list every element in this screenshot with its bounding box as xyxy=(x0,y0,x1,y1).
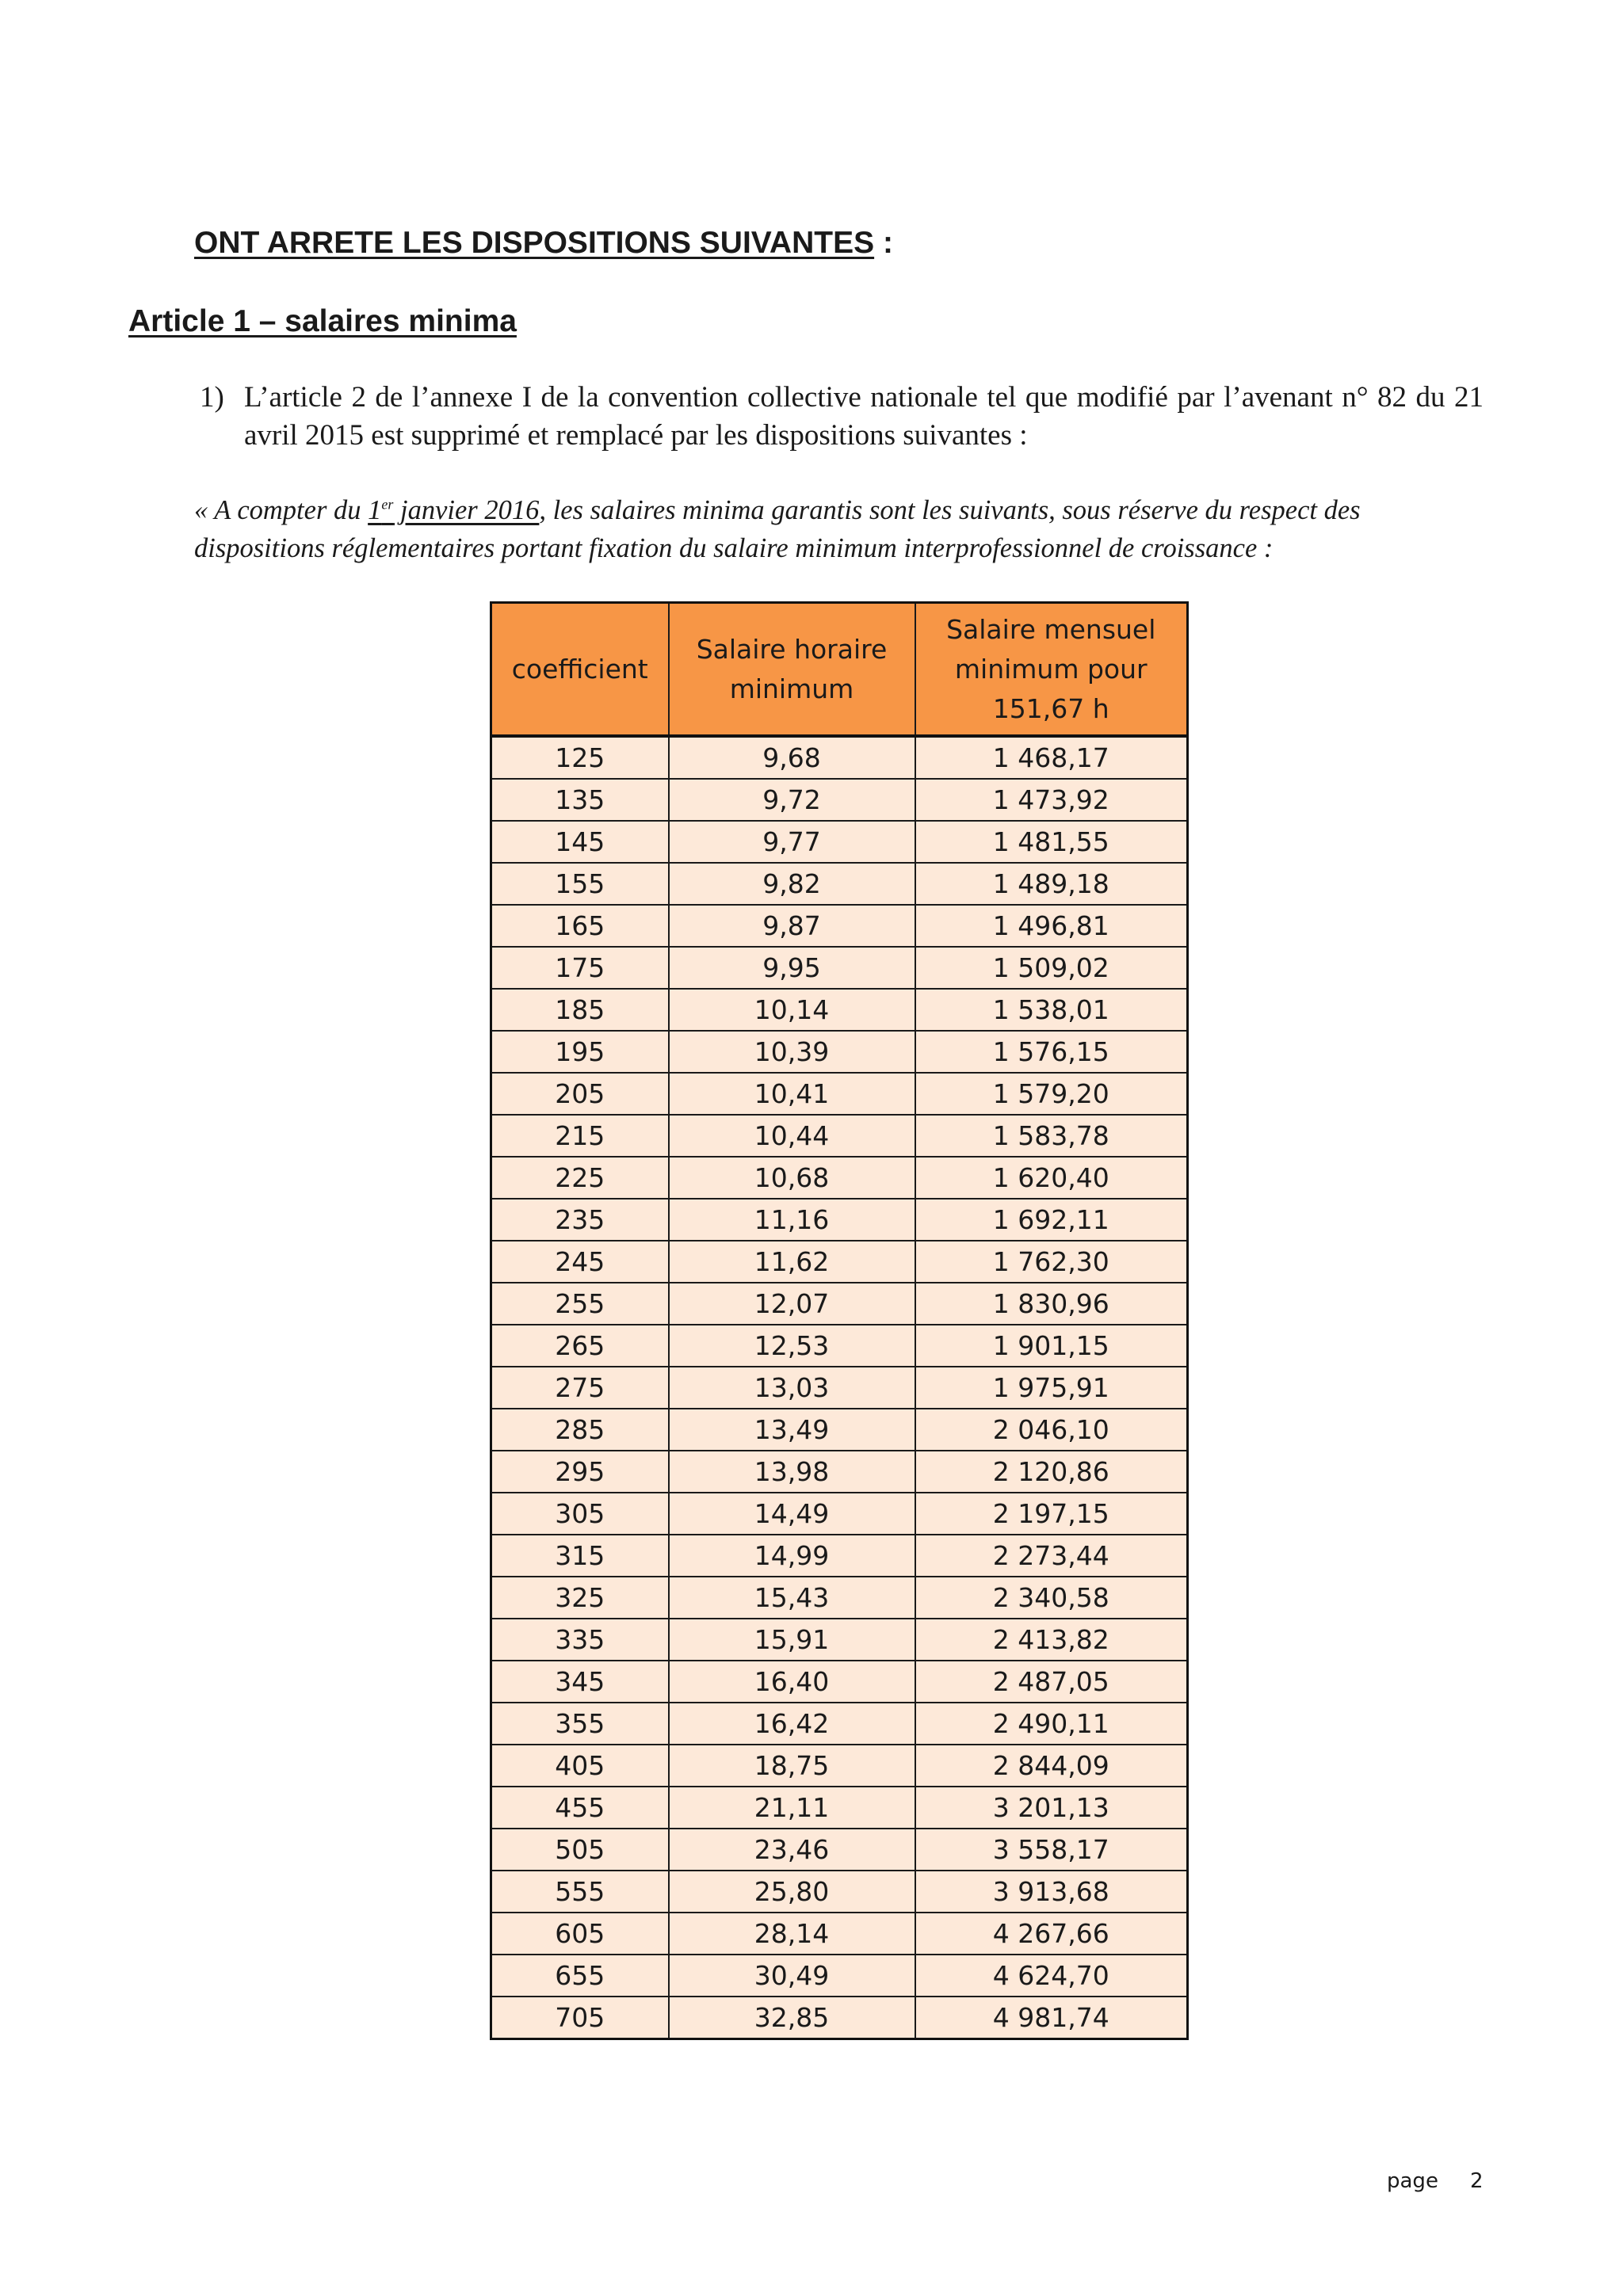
cell-coefficient: 175 xyxy=(491,947,669,989)
cell-coefficient: 345 xyxy=(491,1661,669,1703)
table-row xyxy=(491,1661,1188,1703)
table-row xyxy=(491,1283,1188,1325)
cell-monthly: 3 558,17 xyxy=(915,1829,1188,1871)
cell-coefficient: 125 xyxy=(491,736,669,779)
cell-coefficient: 355 xyxy=(491,1703,669,1745)
table-row xyxy=(491,1913,1188,1955)
cell-coefficient: 335 xyxy=(491,1619,669,1661)
cell-monthly: 3 201,13 xyxy=(915,1787,1188,1829)
dispositions-heading-text: ONT ARRETE LES DISPOSITIONS SUIVANTES xyxy=(194,226,875,260)
cell-hourly: 13,98 xyxy=(669,1451,915,1493)
cell-monthly: 1 509,02 xyxy=(915,947,1188,989)
page-number xyxy=(1387,2169,1483,2193)
cell-monthly: 1 468,17 xyxy=(915,736,1188,779)
cell-hourly: 13,03 xyxy=(669,1367,915,1409)
quote-date xyxy=(368,495,539,525)
cell-monthly: 2 046,10 xyxy=(915,1409,1188,1451)
page-number-value: 2 xyxy=(1469,2169,1484,2193)
table-row xyxy=(491,863,1188,905)
dispositions-heading-colon: : xyxy=(874,226,893,260)
cell-hourly: 18,75 xyxy=(669,1745,915,1787)
cell-coefficient: 255 xyxy=(491,1283,669,1325)
cell-hourly: 12,53 xyxy=(669,1325,915,1367)
table-row xyxy=(491,1787,1188,1829)
table-body xyxy=(491,736,1188,2039)
cell-monthly: 2 197,15 xyxy=(915,1493,1188,1535)
table-row xyxy=(491,1829,1188,1871)
table-row xyxy=(491,1997,1188,2039)
cell-coefficient: 265 xyxy=(491,1325,669,1367)
cell-monthly: 4 981,74 xyxy=(915,1997,1188,2039)
cell-hourly: 10,41 xyxy=(669,1073,915,1115)
table-row xyxy=(491,905,1188,947)
paragraph-number: 1) xyxy=(200,381,224,414)
cell-hourly: 9,82 xyxy=(669,863,915,905)
cell-coefficient: 135 xyxy=(491,779,669,821)
table-row xyxy=(491,821,1188,863)
table-row xyxy=(491,1073,1188,1115)
header-monthly-salary: Salaire mensuel minimum pour 151,67 h xyxy=(915,603,1188,737)
salary-table xyxy=(490,601,1189,2040)
cell-coefficient: 325 xyxy=(491,1577,669,1619)
cell-hourly: 9,87 xyxy=(669,905,915,947)
cell-hourly: 10,39 xyxy=(669,1031,915,1073)
cell-monthly: 1 901,15 xyxy=(915,1325,1188,1367)
cell-coefficient: 195 xyxy=(491,1031,669,1073)
cell-coefficient: 165 xyxy=(491,905,669,947)
cell-hourly: 9,72 xyxy=(669,779,915,821)
cell-monthly: 1 975,91 xyxy=(915,1367,1188,1409)
table-row xyxy=(491,736,1188,779)
cell-monthly: 2 413,82 xyxy=(915,1619,1188,1661)
cell-monthly: 4 267,66 xyxy=(915,1913,1188,1955)
table-row xyxy=(491,1493,1188,1535)
cell-coefficient: 205 xyxy=(491,1073,669,1115)
quote-prefix: « A compter du xyxy=(194,495,369,525)
quote-date-sup: er xyxy=(381,496,394,513)
cell-hourly: 13,49 xyxy=(669,1409,915,1451)
page-label: page xyxy=(1387,2169,1438,2193)
cell-coefficient: 225 xyxy=(491,1157,669,1199)
table-row xyxy=(491,1115,1188,1157)
cell-monthly: 2 487,05 xyxy=(915,1661,1188,1703)
cell-monthly: 4 624,70 xyxy=(915,1955,1188,1997)
cell-hourly: 10,14 xyxy=(669,989,915,1031)
cell-coefficient: 305 xyxy=(491,1493,669,1535)
cell-monthly: 3 913,68 xyxy=(915,1871,1188,1913)
cell-hourly: 21,11 xyxy=(669,1787,915,1829)
table-row xyxy=(491,1409,1188,1451)
cell-monthly: 1 692,11 xyxy=(915,1199,1188,1241)
paragraph-1 xyxy=(200,379,1484,455)
cell-hourly: 11,16 xyxy=(669,1199,915,1241)
cell-coefficient: 705 xyxy=(491,1997,669,2039)
table-row xyxy=(491,1241,1188,1283)
table-row xyxy=(491,1703,1188,1745)
article-title: Article 1 – salaires minima xyxy=(128,304,517,338)
table-row xyxy=(491,1577,1188,1619)
cell-coefficient: 235 xyxy=(491,1199,669,1241)
cell-hourly: 14,49 xyxy=(669,1493,915,1535)
table-row xyxy=(491,1157,1188,1199)
cell-hourly: 15,91 xyxy=(669,1619,915,1661)
cell-monthly: 1 583,78 xyxy=(915,1115,1188,1157)
cell-coefficient: 555 xyxy=(491,1871,669,1913)
table-row xyxy=(491,989,1188,1031)
table-row xyxy=(491,1367,1188,1409)
cell-hourly: 23,46 xyxy=(669,1829,915,1871)
cell-monthly: 2 273,44 xyxy=(915,1535,1188,1577)
cell-coefficient: 275 xyxy=(491,1367,669,1409)
cell-hourly: 9,68 xyxy=(669,736,915,779)
cell-hourly: 12,07 xyxy=(669,1283,915,1325)
cell-monthly: 1 762,30 xyxy=(915,1241,1188,1283)
header-hourly-salary: Salaire horaire minimum xyxy=(669,603,915,737)
cell-coefficient: 505 xyxy=(491,1829,669,1871)
cell-monthly: 1 496,81 xyxy=(915,905,1188,947)
quote-date-rest: janvier 2016 xyxy=(393,495,540,525)
table-row xyxy=(491,1619,1188,1661)
cell-monthly: 1 473,92 xyxy=(915,779,1188,821)
table-header-row xyxy=(491,603,1188,737)
cell-hourly: 16,40 xyxy=(669,1661,915,1703)
quote-paragraph xyxy=(194,491,1494,567)
cell-coefficient: 655 xyxy=(491,1955,669,1997)
cell-monthly: 1 489,18 xyxy=(915,863,1188,905)
cell-monthly: 2 490,11 xyxy=(915,1703,1188,1745)
cell-hourly: 16,42 xyxy=(669,1703,915,1745)
cell-coefficient: 405 xyxy=(491,1745,669,1787)
cell-coefficient: 155 xyxy=(491,863,669,905)
table-row xyxy=(491,1031,1188,1073)
cell-coefficient: 455 xyxy=(491,1787,669,1829)
table-row xyxy=(491,1325,1188,1367)
cell-monthly: 2 340,58 xyxy=(915,1577,1188,1619)
cell-hourly: 10,44 xyxy=(669,1115,915,1157)
cell-coefficient: 285 xyxy=(491,1409,669,1451)
cell-hourly: 32,85 xyxy=(669,1997,915,2039)
table-row xyxy=(491,1451,1188,1493)
cell-hourly: 9,95 xyxy=(669,947,915,989)
cell-coefficient: 295 xyxy=(491,1451,669,1493)
table-row xyxy=(491,1199,1188,1241)
cell-coefficient: 245 xyxy=(491,1241,669,1283)
quote-rest: , les salaires minima garantis sont les suivants, sous réserve du respect des dispositions réglementaires portant fixation du salaire minimum interprofessionnel de croissance : xyxy=(194,495,1361,563)
cell-coefficient: 215 xyxy=(491,1115,669,1157)
paragraph-text: L’article 2 de l’annexe I de la convention collective nationale tel que modifié par l’avenant n° 82 du 21 avril 2015 est supprimé et remplacé par les dispositions suivantes : xyxy=(244,381,1484,452)
cell-hourly: 15,43 xyxy=(669,1577,915,1619)
cell-monthly: 1 576,15 xyxy=(915,1031,1188,1073)
cell-coefficient: 315 xyxy=(491,1535,669,1577)
cell-monthly: 2 844,09 xyxy=(915,1745,1188,1787)
dispositions-heading xyxy=(194,226,893,261)
cell-monthly: 2 120,86 xyxy=(915,1451,1188,1493)
cell-coefficient: 145 xyxy=(491,821,669,863)
cell-hourly: 28,14 xyxy=(669,1913,915,1955)
cell-hourly: 25,80 xyxy=(669,1871,915,1913)
cell-hourly: 30,49 xyxy=(669,1955,915,1997)
cell-monthly: 1 579,20 xyxy=(915,1073,1188,1115)
cell-monthly: 1 481,55 xyxy=(915,821,1188,863)
cell-monthly: 1 620,40 xyxy=(915,1157,1188,1199)
cell-monthly: 1 830,96 xyxy=(915,1283,1188,1325)
table-row xyxy=(491,1871,1188,1913)
quote-date-day: 1 xyxy=(368,495,382,525)
table-row xyxy=(491,1745,1188,1787)
table-row xyxy=(491,1535,1188,1577)
cell-monthly: 1 538,01 xyxy=(915,989,1188,1031)
cell-hourly: 9,77 xyxy=(669,821,915,863)
cell-coefficient: 605 xyxy=(491,1913,669,1955)
cell-hourly: 10,68 xyxy=(669,1157,915,1199)
header-coefficient: coefficient xyxy=(491,603,669,737)
table-row xyxy=(491,947,1188,989)
table-row xyxy=(491,779,1188,821)
table-row xyxy=(491,1955,1188,1997)
cell-hourly: 11,62 xyxy=(669,1241,915,1283)
cell-coefficient: 185 xyxy=(491,989,669,1031)
cell-hourly: 14,99 xyxy=(669,1535,915,1577)
